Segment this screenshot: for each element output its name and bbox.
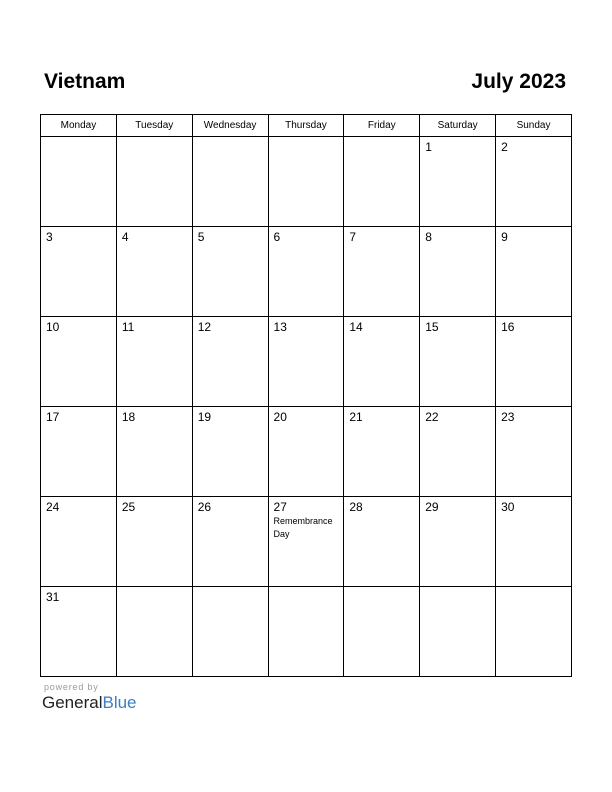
day-cell — [116, 227, 192, 317]
day-cell — [268, 407, 344, 497]
weekday-monday: Monday — [41, 115, 117, 137]
week-row — [41, 227, 572, 317]
week-row — [41, 587, 572, 677]
day-number: 24 — [46, 500, 60, 514]
day-number: 13 — [273, 320, 287, 334]
empty-day-cell — [192, 137, 268, 227]
brand-part-blue: Blue — [102, 693, 137, 712]
day-number: 3 — [46, 230, 53, 244]
day-number: 17 — [46, 410, 60, 424]
day-number: 27 — [273, 500, 287, 514]
day-number: 20 — [273, 410, 287, 424]
week-row — [41, 497, 572, 587]
day-cell — [420, 317, 496, 407]
footer — [42, 682, 137, 713]
empty-day-cell — [268, 137, 344, 227]
week-row — [41, 317, 572, 407]
day-number: 4 — [121, 230, 129, 244]
day-number: 1 — [425, 140, 432, 154]
day-cell — [116, 497, 192, 587]
day-cell — [420, 497, 496, 587]
empty-day-cell — [116, 137, 192, 227]
powered-by-text: powered by — [44, 682, 99, 692]
day-cell — [420, 227, 496, 317]
day-cell — [192, 317, 268, 407]
empty-day-cell — [192, 587, 268, 677]
day-cell — [420, 137, 496, 227]
weekday-tuesday: Tuesday — [116, 115, 192, 137]
day-cell — [496, 497, 572, 587]
day-number: 26 — [197, 500, 212, 514]
day-number: 28 — [349, 500, 363, 514]
day-number: 16 — [501, 320, 515, 334]
day-cell — [192, 227, 268, 317]
day-cell — [268, 227, 344, 317]
day-number: 19 — [197, 410, 212, 424]
day-number: 6 — [273, 230, 281, 244]
day-cell — [344, 317, 420, 407]
empty-day-cell — [344, 587, 420, 677]
day-cell — [496, 227, 572, 317]
day-number: 7 — [349, 230, 357, 244]
weekday-header-row — [41, 115, 572, 137]
day-number: 12 — [197, 320, 212, 334]
day-cell — [192, 407, 268, 497]
month-title: July 2023 — [471, 70, 566, 93]
day-cell — [344, 407, 420, 497]
day-cell — [344, 227, 420, 317]
day-number: 30 — [501, 500, 515, 514]
empty-day-cell — [344, 137, 420, 227]
calendar-body — [41, 137, 572, 677]
empty-day-cell — [268, 587, 344, 677]
day-number: 29 — [425, 500, 439, 514]
holiday-label: Remembrance Day — [273, 516, 333, 540]
day-cell — [41, 317, 117, 407]
brand-part-general: General — [42, 693, 103, 712]
weekday-saturday: Saturday — [420, 115, 496, 137]
day-cell — [496, 137, 572, 227]
day-number: 15 — [425, 320, 439, 334]
day-cell — [116, 317, 192, 407]
day-number: 22 — [425, 410, 439, 424]
empty-day-cell — [41, 137, 117, 227]
generalblue-logo[interactable] — [42, 693, 137, 713]
weekday-sunday: Sunday — [496, 115, 572, 137]
empty-day-cell — [116, 587, 192, 677]
day-cell — [420, 407, 496, 497]
day-number: 8 — [425, 230, 432, 244]
country-title: Vietnam — [44, 70, 126, 93]
day-cell — [41, 407, 117, 497]
day-cell — [268, 497, 344, 587]
weekday-friday: Friday — [344, 115, 420, 137]
empty-day-cell — [420, 587, 496, 677]
week-row — [41, 407, 572, 497]
day-number: 23 — [501, 410, 515, 424]
calendar-grid — [40, 114, 572, 677]
day-number: 21 — [349, 410, 363, 424]
day-cell — [268, 317, 344, 407]
day-number: 18 — [121, 410, 136, 424]
day-cell — [41, 497, 117, 587]
day-number: 5 — [197, 230, 205, 244]
day-number: 25 — [121, 500, 136, 514]
day-cell — [496, 317, 572, 407]
day-cell — [116, 407, 192, 497]
day-cell — [344, 497, 420, 587]
day-number: 10 — [46, 320, 60, 334]
week-row — [41, 137, 572, 227]
day-number: 31 — [46, 590, 60, 604]
day-number: 2 — [501, 140, 508, 154]
day-cell — [192, 497, 268, 587]
empty-day-cell — [496, 587, 572, 677]
weekday-wednesday: Wednesday — [192, 115, 268, 137]
day-cell — [41, 587, 117, 677]
day-cell — [41, 227, 117, 317]
day-cell — [496, 407, 572, 497]
calendar-header — [40, 70, 572, 100]
day-number: 14 — [349, 320, 363, 334]
day-number: 9 — [501, 230, 508, 244]
weekday-thursday: Thursday — [268, 115, 344, 137]
day-number: 11 — [121, 320, 135, 334]
